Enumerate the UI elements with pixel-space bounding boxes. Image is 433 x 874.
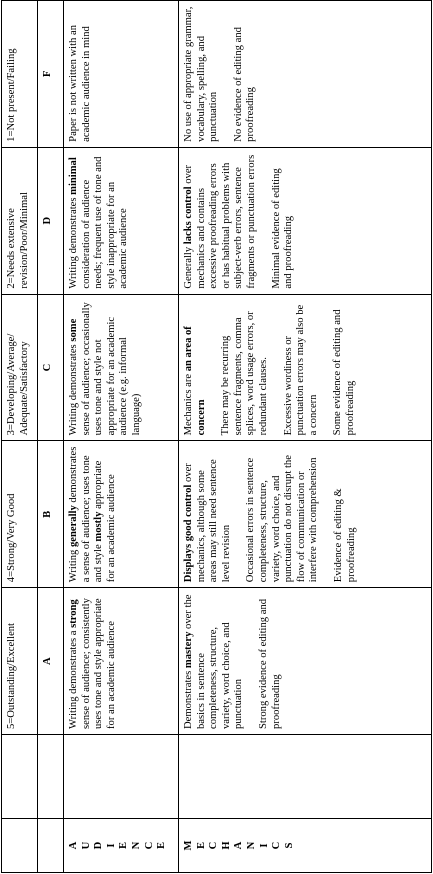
score-label: 5=Outstanding/Excellent	[2, 588, 38, 735]
empty-cell	[179, 735, 432, 819]
letter-grade: A	[38, 588, 64, 735]
score-label: 4=Strong/Very Good	[2, 441, 38, 588]
audience-cell-b: Writing generally demonstrates a sense of audience; uses tone and style mostly appropriate for an academic audience	[64, 441, 179, 588]
audience-cell-a: Writing demonstrates a strong sense of audience; consistently uses tone and style appropriate for an academic audience	[64, 588, 179, 735]
score-label: 1=Not present/Failing	[2, 1, 38, 148]
letter-grade-row	[38, 1, 64, 873]
letter-grade: F	[38, 1, 64, 148]
mechanics-cell-d: Generally lacks control over mechanics and contains excessive proofreading errors or has habitual problems with subject-verb errors, sentence fragments or punctuation errors Minimal evidence of editing and proofreading	[179, 147, 432, 294]
empty-cell	[64, 735, 179, 819]
mechanics-label	[179, 819, 432, 873]
mechanics-row	[179, 1, 432, 873]
audience-row	[64, 1, 179, 873]
empty-cell	[38, 819, 64, 873]
mechanics-cell-a: Demonstrates mastery over the basics in sentence completeness, structure, variety, word choice, and punctuation Strong evidence of editing and proofreading	[179, 588, 432, 735]
letter-grade: B	[38, 441, 64, 588]
audience-cell-c: Writing demonstrates some sense of audience; occasionally uses tone and style not appropriate for an academic audience (e.g. informal language)	[64, 294, 179, 441]
mechanics-cell-c: Mechanics are an area of concern There may be recurring sentence fragments, comma splices, word usage errors, or redundant clauses. Excessive wordiness or punctuation errors may also be a concern Some evidence of editing and proofreading	[179, 294, 432, 441]
mechanics-cell-f: No use of appropriate grammar, vocabulary, spelling, and punctuation No evidence of editing and proofreading	[179, 1, 432, 148]
score-header-row	[2, 1, 38, 873]
mechanics-cell-b: Displays good control over mechanics, although some areas may still need sentence level revision Occasional errors in sentence completeness, structure, variety, word choice, and punctuation do not disrupt the flow of communication or interfere with comprehension Evidence of editing & proofreading	[179, 441, 432, 588]
audience-label	[64, 819, 179, 873]
letter-grade: D	[38, 147, 64, 294]
mechanics-label-text: M E C H A N I C S	[183, 840, 295, 851]
audience-cell-f: Paper is not written with an academic audience in mind	[64, 1, 179, 148]
audience-cell-d: Writing demonstrates minimal consideration of audience needs; frequent use of tone and style inappropriate for an academic audience	[64, 147, 179, 294]
empty-cell	[2, 735, 38, 819]
score-label: 3=Developing/Average/ Adequate/Satisfactory	[2, 294, 38, 441]
score-label: 2=Needs extensive revision/Poor/Minimal	[2, 147, 38, 294]
empty-cell	[38, 735, 64, 819]
letter-grade: C	[38, 294, 64, 441]
empty-cell	[2, 819, 38, 873]
rubric-table	[1, 0, 432, 873]
audience-label-text: A U D I E N C E	[68, 841, 168, 850]
